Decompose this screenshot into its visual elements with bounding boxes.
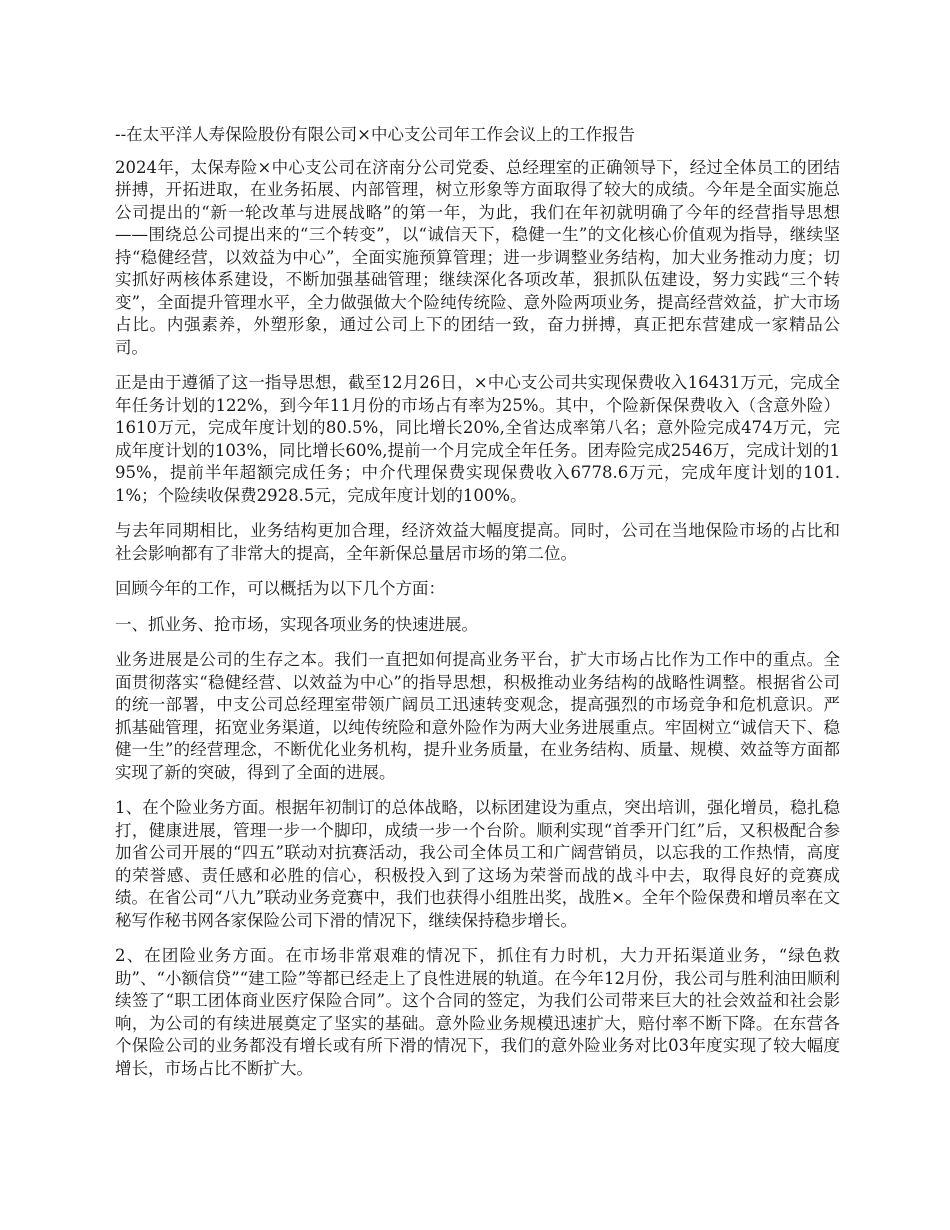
paragraph-business-development: 业务进展是公司的生存之本。我们一直把如何提高业务平台，扩大市场占比作为工作中的重点。全面贯彻落实“稳健经营、以效益为中心”的指导思想，积极推动业务结构的战略性调整。根据省公司的统一部署，中支公司总经理室带领广阔员工迅速转变观念，提高强烈的市场竞争和危机意识。严抓基础管理，拓宽业务渠道，以纯传统险和意外险作为两大业务进展重点。牢固树立“诚信天下、稳健一生”的经营理念，不断优化业务机构，提升业务质量，在业务结构、质量、规模、效益等方面都实现了新的突破，得到了全面的进展。	[115, 650, 840, 782]
paragraph-results: 正是由于遵循了这一指导思想，截至12月26日，×中心支公司共实现保费收入16431万元，完成全年任务计划的122%，到今年11月份的市场占有率为25%。其中，个险新保保费收入（含意外险）1610万元，完成年度计划的80.5%，同比增长20%,全省达成率第八名；意外险完成474万元，完成年度计划的103%，同比增长60%,提前一个月完成全年任务。团寿险完成2546万，完成计划的195%，提前半年超额完成任务；中介代理保费实现保费收入6778.6万元，完成年度计划的101.1%；个险续收保费2928.5元，完成年度计划的100%。	[115, 373, 840, 505]
document-body	[115, 124, 840, 1093]
paragraph-group-insurance: 2、在团险业务方面。在市场非常艰难的情况下，抓住有力时机，大力开拓渠道业务，“绿色救助”、“小额信贷”“建工险”等都已经走上了良性进展的轨道。在今年12月份，我公司与胜利油田顺利续签了“职工团体商业医疗保险合同”。这个合同的签定，为我们公司带来巨大的社会效益和社会影响，为公司的有续进展奠定了坚实的基础。意外险业务规模迅速扩大，赔付率不断下降。在东营各个保险公司的业务都没有增长或有所下滑的情况下，我们的意外险业务对比03年度实现了较大幅度增长，市场占比不断扩大。	[115, 946, 840, 1078]
paragraph-intro: 2024年，太保寿险×中心支公司在济南分公司党委、总经理室的正确领导下，经过全体员工的团结拼搏，开拓进取，在业务拓展、内部管理，树立形象等方面取得了较大的成绩。今年是全面实施总公司提出的“新一轮改革与进展战略”的第一年，为此，我们在年初就明确了今年的经营指导思想——围绕总公司提出来的“三个转变”，以“诚信天下，稳健一生”的文化核心价值观为指导，继续坚持“稳健经营，以效益为中心”，全面实施预算管理；进一步调整业务结构，加大业务推动力度；切实抓好两核体系建设，不断加强基础管理；继续深化各项改革，狠抓队伍建设，努力实践“三个转变”，全面提升管理水平，全力做强做大个险纯传统险、意外险两项业务，提高经营效益，扩大市场占比。内强素养，外塑形象，通过公司上下的团结一致，奋力拼搏，真正把东营建成一家精品公司。	[115, 157, 840, 357]
paragraph-review-intro: 回顾今年的工作，可以概括为以下几个方面：	[115, 579, 445, 598]
paragraph-individual-insurance: 1、在个险业务方面。根据年初制订的总体战略，以标团建设为重点，突出培训，强化增员，稳扎稳打，健康进展，管理一步一个脚印，成绩一步一个台阶。顺利实现“首季开门红”后，又积极配合参加省公司开展的“四五”联动对抗赛活动，我公司全体员工和广阔营销员，以忘我的工作热情，高度的荣誉感、责任感和必胜的信心，积极投入到了这场为荣誉而战的战斗中去，取得良好的竞赛成绩。在省公司“八九”联动业务竞赛中，我们也获得小组胜出奖，战胜×。全年个险保费和增员率在文秘写作秘书网各家保险公司下滑的情况下，继续保持稳步增长。	[115, 798, 840, 930]
report-subtitle: --在太平洋人寿保险股份有限公司×中心支公司年工作会议上的工作报告	[115, 125, 635, 144]
paragraph-comparison: 与去年同期相比，业务结构更加合理，经济效益大幅度提高。同时，公司在当地保险市场的占比和社会影响都有了非常大的提高，全年新保总量居市场的第二位。	[115, 521, 840, 563]
section-heading-1: 一、抓业务、抢市场，实现各项业务的快速进展。	[115, 614, 478, 634]
